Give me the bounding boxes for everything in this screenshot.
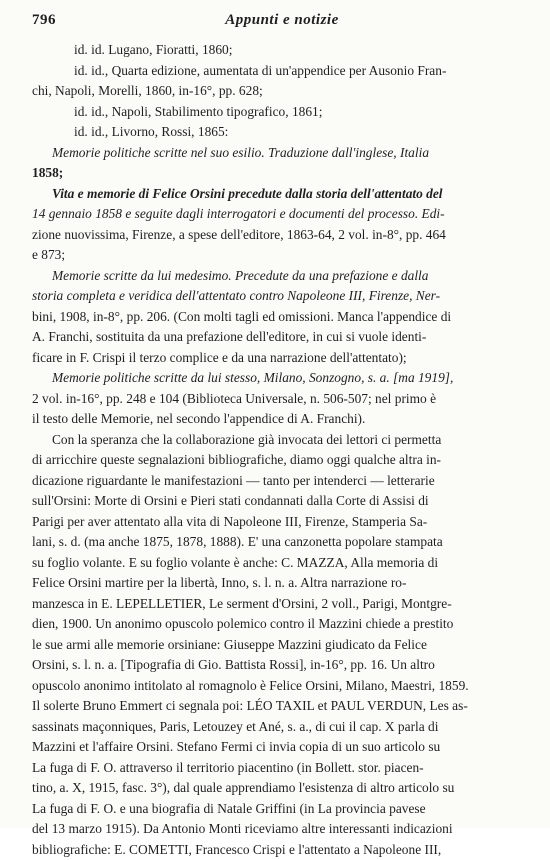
- text-line: 1858;: [32, 163, 532, 184]
- text-line: Vita e memorie di Felice Orsini precedute dalla storia dell'attentato del: [32, 184, 532, 205]
- text-line: zione nuovissima, Firenze, a spese dell'editore, 1863-64, 2 vol. in-8°, pp. 464: [32, 225, 532, 246]
- text-line: manzesca in E. LEPELLETIER, Le serment d'Orsini, 2 voll., Parigi, Montgre-: [32, 594, 532, 615]
- text-line: id. id., Livorno, Rossi, 1865:: [32, 122, 532, 143]
- text-line: chi, Napoli, Morelli, 1860, in-16°, pp. 628;: [32, 81, 532, 102]
- text-line: bibliografiche: E. COMETTI, Francesco Crispi e l'attentato a Napoleone III,: [32, 840, 532, 860]
- text-line: il testo delle Memorie, nel secondo l'appendice di A. Franchi).: [32, 409, 532, 430]
- text-line: Parigi per aver attentato alla vita di Napoleone III, Firenze, Stamperia Sa-: [32, 512, 532, 533]
- text-line: dicazione riguardante le manifestazioni — tanto per intenderci — letterarie: [32, 471, 532, 492]
- text-line: di arricchire queste segnalazioni bibliografiche, diamo oggi qualche altra in-: [32, 450, 532, 471]
- body-text: [32, 40, 532, 860]
- text-line: storia completa e veridica dell'attentato contro Napoleone III, Firenze, Ner-: [32, 286, 532, 307]
- text-line: sull'Orsini: Morte di Orsini e Pieri stati condannati dalla Corte di Assisi di: [32, 491, 532, 512]
- text-line: Felice Orsini martire per la libertà, Inno, s. l. n. a. Altra narrazione ro-: [32, 573, 532, 594]
- text-line: dien, 1900. Un anonimo opuscolo polemico contro il Mazzini chiede a prestito: [32, 614, 532, 635]
- text-line: Memorie scritte da lui medesimo. Precedute da una prefazione e dalla: [32, 266, 532, 287]
- text-line: 2 vol. in-16°, pp. 248 e 104 (Biblioteca Universale, n. 506-507; nel primo è: [32, 389, 532, 410]
- text-line: La fuga di F. O. e una biografia di Natale Griffini (in La provincia pavese: [32, 799, 532, 820]
- text-line: Memorie politiche scritte da lui stesso, Milano, Sonzogno, s. a. [ma 1919],: [32, 368, 532, 389]
- text-line: Memorie politiche scritte nel suo esilio. Traduzione dall'inglese, Italia: [32, 143, 532, 164]
- text-line: bini, 1908, in-8°, pp. 206. (Con molti tagli ed omissioni. Manca l'appendice di: [32, 307, 532, 328]
- text-line: Orsini, s. l. n. a. [Tipografia di Gio. Battista Rossi], in-16°, pp. 16. Un altro: [32, 655, 532, 676]
- text-line: A. Franchi, sostituita da una prefazione dell'editore, in cui si vuole identi-: [32, 327, 532, 348]
- text-line: tino, a. X, 1915, fasc. 3°), dal quale apprendiamo l'esistenza di altro articolo su: [32, 778, 532, 799]
- text-line: ficare in F. Crispi il terzo complice e da una narrazione dell'attentato);: [32, 348, 532, 369]
- text-line: Mazzini et l'affaire Orsini. Stefano Fermi ci invia copia di un suo articolo su: [32, 737, 532, 758]
- text-line: del 13 marzo 1915). Da Antonio Monti riceviamo altre interessanti indicazioni: [32, 819, 532, 840]
- text-line: opuscolo anonimo intitolato al romagnolo è Felice Orsini, Milano, Maestri, 1859.: [32, 676, 532, 697]
- text-line: 14 gennaio 1858 e seguite dagli interrogatori e documenti del processo. Edi-: [32, 204, 532, 225]
- text-line: La fuga di F. O. attraverso il territorio piacentino (in Bollett. stor. piacen-: [32, 758, 532, 779]
- text-line: id. id., Quarta edizione, aumentata di un'appendice per Ausonio Fran-: [32, 61, 532, 82]
- running-title: Appunti e notizie: [32, 12, 532, 29]
- page-number: 796: [32, 12, 56, 29]
- text-line: su foglio volante. E su foglio volante è anche: C. MAZZA, Alla memoria di: [32, 553, 532, 574]
- text-line: id. id. Lugano, Fioratti, 1860;: [32, 40, 532, 61]
- text-line: le sue armi alle memorie orsiniane: Giuseppe Mazzini giudicato da Felice: [32, 635, 532, 656]
- text-line: id. id., Napoli, Stabilimento tipografico, 1861;: [32, 102, 532, 123]
- text-line: lani, s. d. (ma anche 1875, 1878, 1888). E' una canzonetta popolare stampata: [32, 532, 532, 553]
- text-line: Il solerte Bruno Emmert ci segnala poi: LÉO TAXIL et PAUL VERDUN, Les as-: [32, 696, 532, 717]
- text-line: sassinats maçonniques, Paris, Letouzey et Ané, s. a., di cui il cap. X parla di: [32, 717, 532, 738]
- text-line: e 873;: [32, 245, 532, 266]
- page-header: [32, 12, 532, 34]
- text-line: Con la speranza che la collaborazione già invocata dei lettori ci permetta: [32, 430, 532, 451]
